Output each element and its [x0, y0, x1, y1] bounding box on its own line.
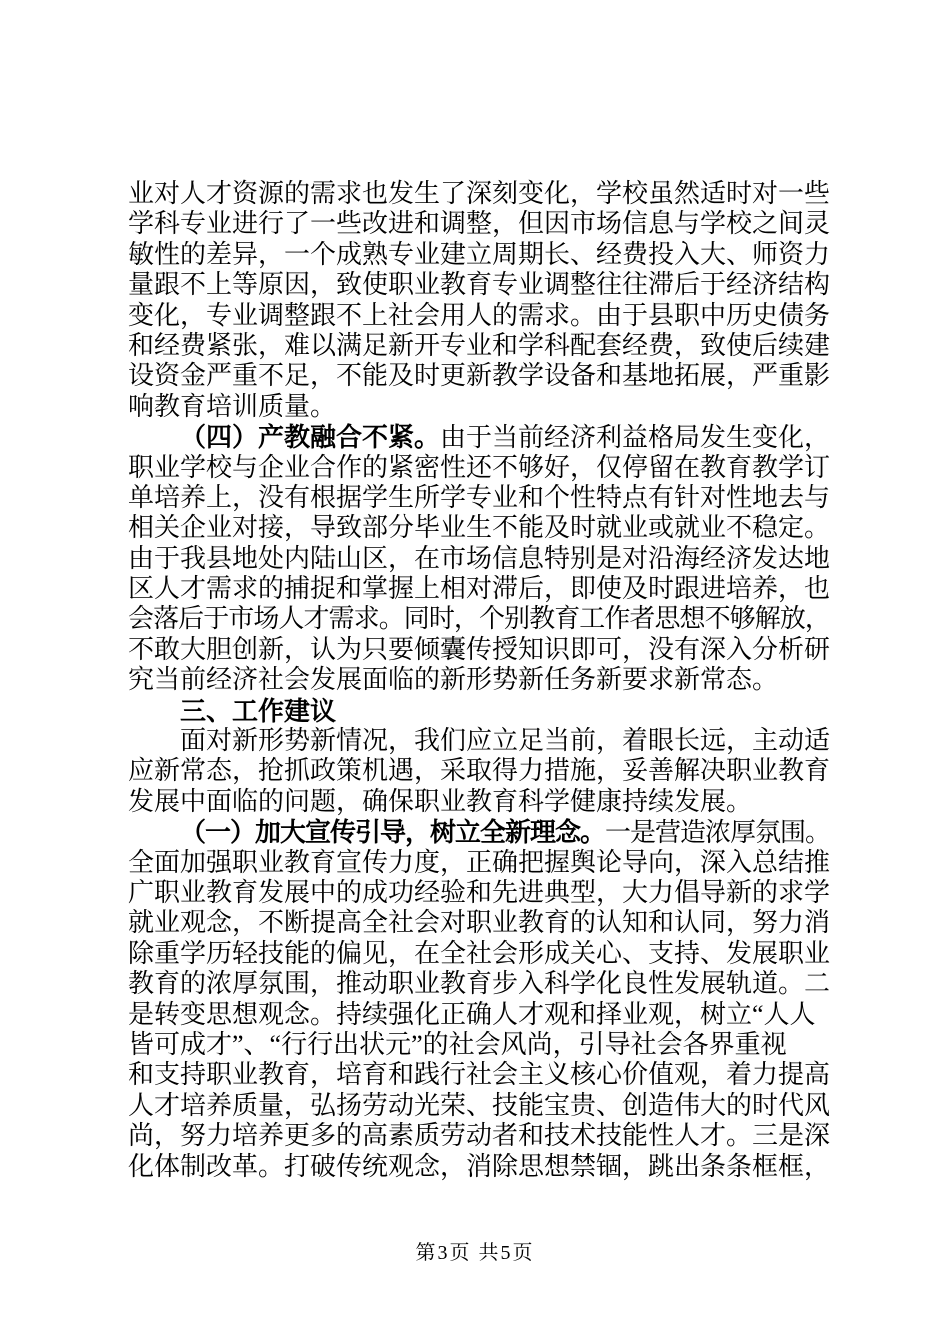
text-line [128, 574, 830, 604]
text-segment: 量跟不上等原因，致使职业教育专业调整往往滞后于经济结构 [128, 270, 831, 300]
text-segment: 区人才需求的捕捉和掌握上相对滞后，即使及时跟进培养，也 [128, 574, 831, 604]
text-line [128, 665, 830, 695]
text-line [128, 696, 830, 726]
text-line [128, 787, 830, 817]
text-segment: 响教育培训质量。 [128, 391, 337, 421]
text-segment: 和支持职业教育，培育和践行社会主义核心价值观，着力提高 [128, 1060, 831, 1090]
text-segment: 由于我县地处内陆山区，在市场信息特别是对沿海经济发达地 [128, 543, 831, 573]
text-line [128, 604, 830, 634]
text-segment: 一是营造浓厚氛围。 [605, 818, 831, 848]
text-line [128, 179, 830, 209]
text-segment: 变化，专业调整跟不上社会用人的需求。由于县职中历史债务 [128, 300, 831, 330]
text-line [128, 908, 830, 938]
bold-text-segment: （四）产教融合不紧。 [180, 422, 441, 453]
text-line [128, 756, 830, 786]
text-segment: 敏性的差异，一个成熟专业建立周期长、经费投入大、师资力 [128, 239, 831, 269]
text-segment: 是转变思想观念。持续强化正确人才观和择业观，树立“人人 [128, 999, 816, 1029]
text-segment: 业对人才资源的需求也发生了深刻变化，学校虽然适时对一些 [128, 179, 831, 208]
text-segment: 究当前经济社会发展面临的新形势新任务新要求新常态。 [128, 665, 779, 695]
text-line [128, 878, 830, 908]
text-segment: 学科专业进行了一些改进和调整，但因市场信息与学校之间灵 [128, 209, 831, 239]
text-line [128, 422, 830, 452]
text-segment: 职业学校与企业合作的紧密性还不够好，仅停留在教育教学订 [128, 452, 831, 482]
text-line [128, 544, 830, 574]
text-line [128, 1091, 830, 1121]
text-segment: 尚，努力培养更多的高素质劳动者和技术技能性人才。三是深 [128, 1121, 831, 1151]
document-body [128, 179, 830, 1182]
text-line [128, 209, 830, 239]
text-line [128, 301, 830, 331]
text-line [128, 392, 830, 422]
page-footer [0, 1242, 950, 1264]
text-line [128, 240, 830, 270]
text-segment: 化体制改革。打破传统观念，消除思想禁锢，跳出条条框框， [128, 1151, 831, 1181]
text-segment: 人才培养质量，弘扬劳动光荣、技能宝贵、创造伟大的时代风 [128, 1090, 831, 1120]
text-segment: 就业观念，不断提高全社会对职业教育的认知和认同，努力消 [128, 908, 831, 938]
text-line [128, 361, 830, 391]
text-line [128, 483, 830, 513]
bold-text-segment: 三、工作建议 [180, 695, 337, 726]
text-segment: 发展中面临的问题，确保职业教育科学健康持续发展。 [128, 786, 753, 816]
text-line [128, 270, 830, 300]
text-line [128, 1030, 830, 1060]
text-line [128, 513, 830, 543]
text-segment: 设资金严重不足，不能及时更新教学设备和基地拓展，严重影 [128, 361, 831, 391]
text-line [128, 726, 830, 756]
text-segment: 皆可成才”、“行行出状元”的社会风尚，引导社会各界重视 [128, 1029, 787, 1059]
text-segment: 教育的浓厚氛围，推动职业教育步入科学化良性发展轨道。二 [128, 969, 831, 999]
text-line [128, 848, 830, 878]
text-segment: 除重学历轻技能的偏见，在全社会形成关心、支持、发展职业 [128, 938, 831, 968]
text-line [128, 939, 830, 969]
text-segment: 应新常态，抢抓政策机遇，采取得力措施，妥善解决职业教育 [128, 756, 831, 786]
text-line [128, 1121, 830, 1151]
text-line [128, 331, 830, 361]
text-segment: 单培养上，没有根据学生所学专业和个性特点有针对性地去与 [128, 482, 831, 512]
text-segment: 全面加强职业教育宣传力度，正确把握舆论导向，深入总结推 [128, 847, 831, 877]
text-line [128, 1000, 830, 1030]
page-number-indicator: 第3页 共5页 [415, 1242, 535, 1264]
text-segment: 由于当前经济利益格局发生变化， [440, 423, 831, 453]
text-segment: 不敢大胆创新，认为只要倾囊传授知识即可，没有深入分析研 [128, 634, 831, 664]
text-line [128, 817, 830, 847]
text-segment: 相关企业对接，导致部分毕业生不能及时就业或就业不稳定。 [128, 513, 831, 543]
text-segment: 面对新形势新情况，我们应立足当前，着眼长远，主动适 [180, 726, 831, 756]
bold-text-segment: （一）加大宣传引导，树立全新理念。 [180, 817, 606, 848]
text-line [128, 635, 830, 665]
text-segment: 会落后于市场人才需求。同时，个别教育工作者思想不够解放， [128, 604, 830, 634]
text-segment: 和经费紧张，难以满足新开专业和学科配套经费，致使后续建 [128, 330, 831, 360]
text-line [128, 1060, 830, 1090]
text-line [128, 453, 830, 483]
text-segment: 广职业教育发展中的成功经验和先进典型，大力倡导新的求学 [128, 877, 831, 907]
text-line [128, 969, 830, 999]
text-line [128, 1152, 830, 1182]
